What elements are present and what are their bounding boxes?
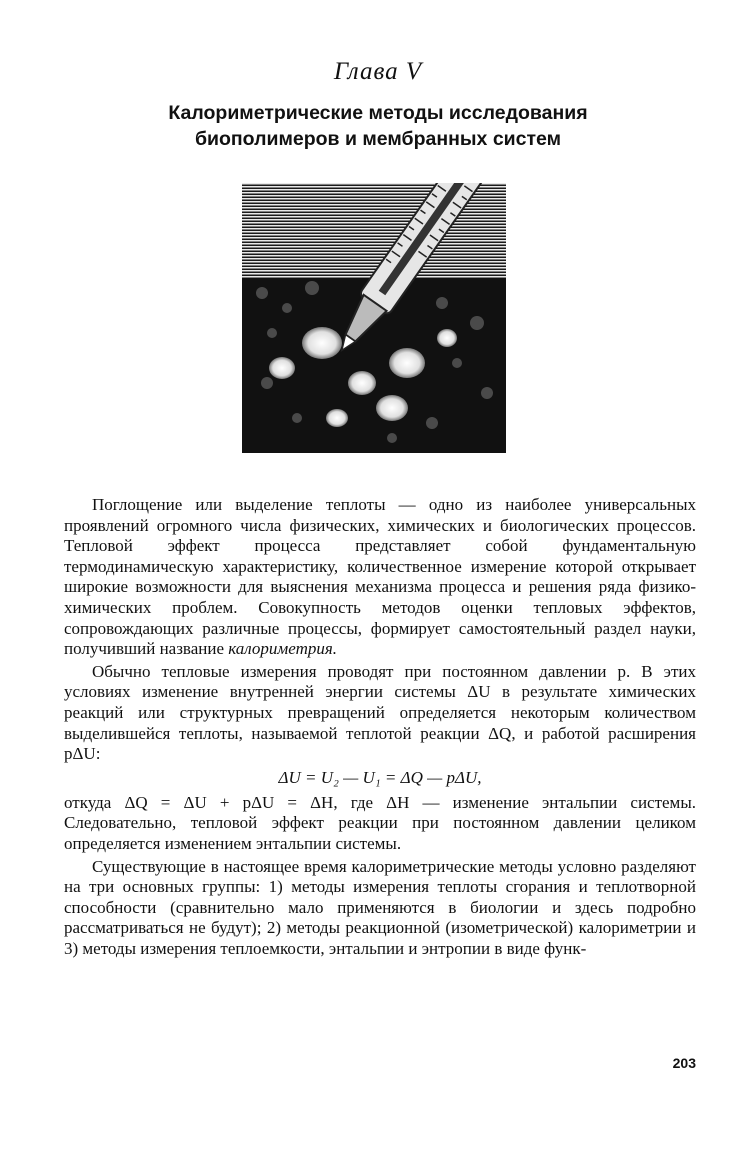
page-number: 203	[672, 1055, 696, 1071]
chapter-title	[60, 100, 696, 152]
paragraph-1-term: калориметрия.	[228, 639, 338, 659]
chapter-illustration	[242, 183, 506, 453]
paragraph-4: Существующие в настоящее время калориметрические методы условно разделяют на три основных группы: 1) методы измерения теплоты сгорания и теплотворной способности (сравнительно мало применяются в биологии и здесь подробно рассматриваться не будут); 2) методы реакционной (изометрической) калориметрии и 3) методы измерения теплоемкости, энтальпии и энтропии в виде функ-	[64, 856, 696, 958]
thermometer-in-sample-photo	[242, 183, 506, 453]
paragraph-3: откуда ΔQ = ΔU + pΔU = ΔH, где ΔH — изменение энтальпии системы. Следовательно, тепловой эффект реакции при постоянном давлении целиком определяется изменением энтальпии системы.	[64, 792, 696, 853]
chapter-title-line-1: Калориметрические методы исследования	[168, 102, 588, 124]
chapter-title-line-2: биополимеров и мембранных систем	[194, 128, 562, 150]
chapter-label: Глава V	[333, 58, 423, 85]
paragraph-1	[64, 495, 696, 660]
paragraph-2: Обычно тепловые измерения проводят при постоянном давлении p. В этих условиях изменение внутренней энергии системы ΔU в результате химических реакций или структурных превращений определяется некоторым количеством выделившейся теплоты, называемой теплотой реакции ΔQ, и работой расширения pΔU:	[64, 661, 696, 764]
enthalpy-formula: ΔU = U₂ — U₁ = ΔQ — pΔU,	[278, 767, 482, 787]
body-text	[64, 495, 696, 959]
paragraph-1-text: Поглощение или выделение теплоты — одно из наиболее универсальных проявлений огромного числа физических, химических и биологических процессов. Тепловой эффект процесса представляет собой фундаментальную термодинамическую характеристику, количественное измерение которой открывает широкие возможности для выяснения механизма процесса и решения ряда физико-химических проблем. Совокупность методов оценки тепловых эффектов, сопровождающих различные процессы, формирует самостоятельный раздел науки, получивший название	[64, 495, 696, 659]
